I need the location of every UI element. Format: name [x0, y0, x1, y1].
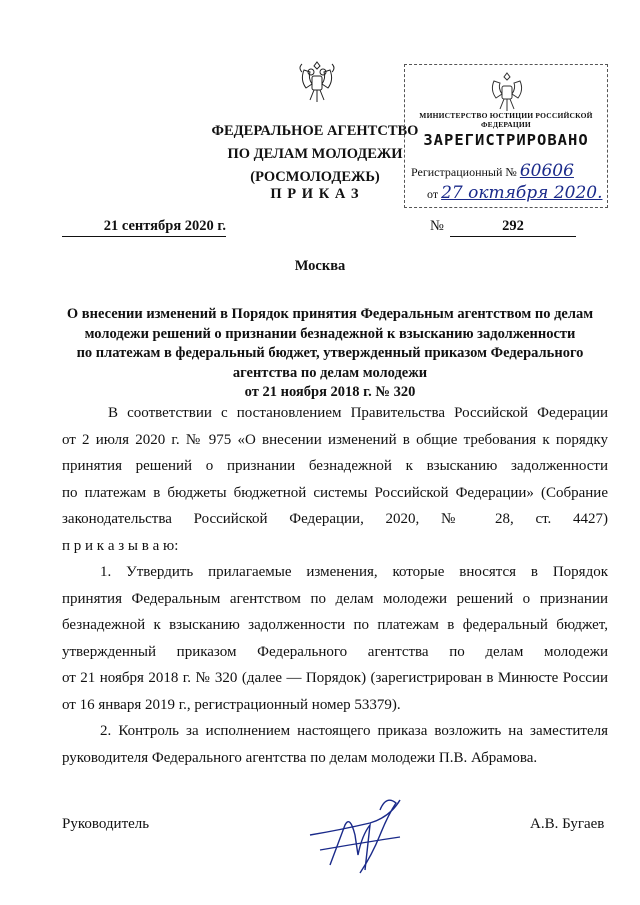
signatory-position: Руководитель	[62, 816, 150, 832]
signatory-name: А.В. Бугаев	[530, 816, 605, 832]
title-line: О внесении изменений в Порядок принятия Федеральным агентством по делам	[66, 306, 594, 322]
agency-name-line1: ФЕДЕРАЛЬНОЕ АГЕНТСТВО	[211, 123, 419, 139]
preamble-line: от 2 июля 2020 г. № 975 «О внесении изменений в общие требования к порядку	[62, 431, 608, 448]
title-line: от 21 ноября 2018 г. № 320	[244, 384, 416, 400]
agency-name-line2: ПО ДЕЛАМ МОЛОДЕЖИ	[227, 146, 403, 162]
document-type: П Р И К А З	[270, 186, 360, 202]
item-1-line: 1. Утвердить прилагаемые изменения, которые вносятся в Порядок	[100, 564, 608, 580]
preamble-line: по платежам в бюджеты бюджетной системы Российской Федерации» (Собрание	[62, 484, 608, 501]
item-2-line: 2. Контроль за исполнением настоящего приказа возложить на заместителя	[100, 723, 608, 739]
preamble-line: законодательства Российской Федерации, 2020, № 28, ст. 4427)	[62, 511, 608, 527]
document-title	[40, 305, 620, 403]
order-date: 21 сентября 2020 г.	[62, 218, 226, 237]
preamble-line: принятия решений о признании безнадежной к взысканию задолженности	[62, 458, 608, 474]
preamble	[62, 400, 608, 559]
preamble-order-word: п р и к а з ы в а ю:	[62, 537, 179, 554]
item-2-line: руководителя Федерального агентства по делам молодежи П.В. Абрамова.	[62, 749, 538, 766]
item-1-line: от 16 января 2019 г., регистрационный номер 53379).	[62, 696, 401, 713]
stamp-date-handwritten: 27 октября 2020.	[441, 183, 603, 203]
stamp-reg-label: Регистрационный №	[411, 165, 517, 179]
stamp-date-label: от	[427, 187, 439, 201]
city: Москва	[294, 258, 346, 274]
stamp-reg-number: 60606	[519, 161, 574, 181]
stamp-status: ЗАРЕГИСТРИРОВАНО	[423, 131, 589, 149]
stamp-ministry: МИНИСТЕРСТВО ЮСТИЦИИ РОССИЙСКОЙ ФЕДЕРАЦИИ	[419, 111, 593, 129]
order-number-label: №	[430, 218, 444, 234]
title-line: молодежи решений о признании безнадежной к взысканию задолженности	[84, 325, 576, 342]
preamble-line: В соответствии с постановлением Правительства Российской Федерации	[108, 405, 608, 421]
handwritten-signature	[300, 795, 420, 885]
order-number: 292	[450, 218, 576, 237]
item-1	[62, 559, 608, 718]
coat-of-arms-emblem	[296, 58, 338, 111]
title-line: по платежам в федеральный бюджет, утвержденный приказом Федерального	[76, 345, 584, 361]
item-1-line: принятия Федеральным агентством по делам молодежи решений о признании	[62, 590, 608, 607]
item-1-line: от 21 ноября 2018 г. № 320 (далее — Порядок) (зарегистрирован в Минюсте России	[62, 670, 608, 686]
registration-stamp	[404, 64, 608, 208]
item-2	[62, 718, 608, 771]
title-line: агентства по делам молодежи	[232, 364, 428, 381]
agency-name-line3: (РОСМОЛОДЕЖЬ)	[250, 169, 380, 185]
item-1-line: утвержденный приказом Федерального агентства по делам молодежи	[62, 643, 608, 660]
item-1-line: безнадежной к взысканию задолженности по платежам в федеральный бюджет,	[62, 617, 608, 633]
